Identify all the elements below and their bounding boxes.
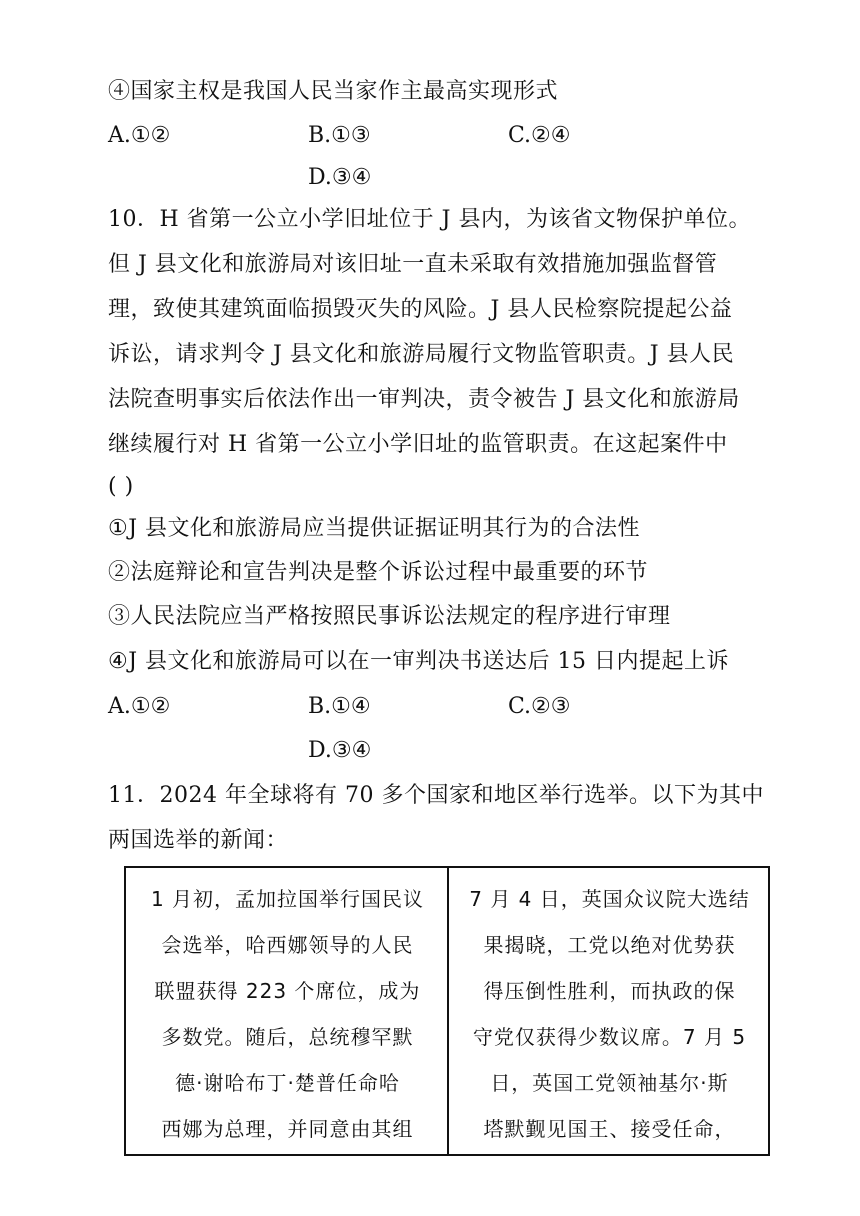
news-left-line: 多数党。随后，总统穆罕默	[161, 1025, 414, 1049]
news-right-line: 得压倒性胜利，而执政的保	[483, 979, 736, 1003]
news-right-line: 果揭晓，工党以绝对优势获	[483, 933, 736, 957]
q10-stem-line-3: 理，致使其建筑面临损毁灭失的风险。J 县人民检察院提起公益	[108, 297, 733, 322]
q10-option-d: D.③④	[308, 738, 372, 763]
q10-stem-line-5: 法院查明事实后依法作出一审判决，责令被告 J 县文化和旅游局	[108, 387, 740, 412]
q9-option-d: D.③④	[308, 165, 372, 190]
q11-stem-line-2: 两国选举的新闻：	[108, 828, 289, 853]
news-right-line: 守党仅获得少数议席。7 月 5	[472, 1025, 747, 1049]
q9-statement-4: ④国家主权是我国人民当家作主最高实现形式	[108, 79, 559, 104]
q10-stem-line-2: 但 J 县文化和旅游局对该旧址一直未采取有效措施加强监督管	[108, 252, 718, 277]
news-bangladesh	[126, 868, 447, 1154]
news-right-line: 日，英国工党领袖基尔·斯	[490, 1071, 729, 1095]
q10-stem-line-6: 继续履行对 H 省第一公立小学旧址的监管职责。在这起案件中	[108, 432, 728, 457]
q10-statement-4: ④J 县文化和旅游局可以在一审判决书送达后 15 日内提起上诉	[108, 649, 730, 674]
news-left-line: 西娜为总理，并同意由其组	[161, 1117, 414, 1141]
q11-stem-line-1: 11．2024 年全球将有 70 多个国家和地区举行选举。以下为其中	[108, 783, 764, 808]
q10-option-b: B.①④	[308, 694, 371, 719]
q10-option-c: C.②③	[508, 694, 571, 719]
news-table	[124, 866, 770, 1156]
q10-statement-1: ①J 县文化和旅游局应当提供证据证明其行为的合法性	[108, 516, 641, 541]
news-right-line: 7 月 4 日，英国众议院大选结	[469, 887, 750, 911]
news-left-line: 会选举，哈西娜领导的人民	[161, 933, 414, 957]
q10-answer-blank: ( )	[108, 474, 134, 499]
news-uk	[447, 868, 768, 1154]
q10-statement-2: ②法庭辩论和宣告判决是整个诉讼过程中最重要的环节	[108, 560, 649, 585]
news-right-line: 塔默觐见国王、接受任命，	[483, 1117, 736, 1141]
news-left-line: 1 月初，孟加拉国举行国民议	[150, 887, 425, 911]
q10-statement-3: ③人民法院应当严格按照民事诉讼法规定的程序进行审理	[108, 604, 671, 629]
q9-option-c: C.②④	[508, 123, 571, 148]
q9-option-b: B.①③	[308, 123, 371, 148]
q10-stem-line-1: 10．H 省第一公立小学旧址位于 J 县内，为该省文物保护单位。	[108, 207, 751, 232]
q10-option-a: A.①②	[108, 694, 171, 719]
news-left-line: 联盟获得 223 个席位，成为	[154, 979, 421, 1003]
news-left-line: 德·谢哈布丁·楚普任命哈	[175, 1071, 400, 1095]
q10-stem-line-4: 诉讼，请求判令 J 县文化和旅游局履行文物监管职责。J 县人民	[108, 342, 735, 367]
q9-option-a: A.①②	[108, 123, 171, 148]
